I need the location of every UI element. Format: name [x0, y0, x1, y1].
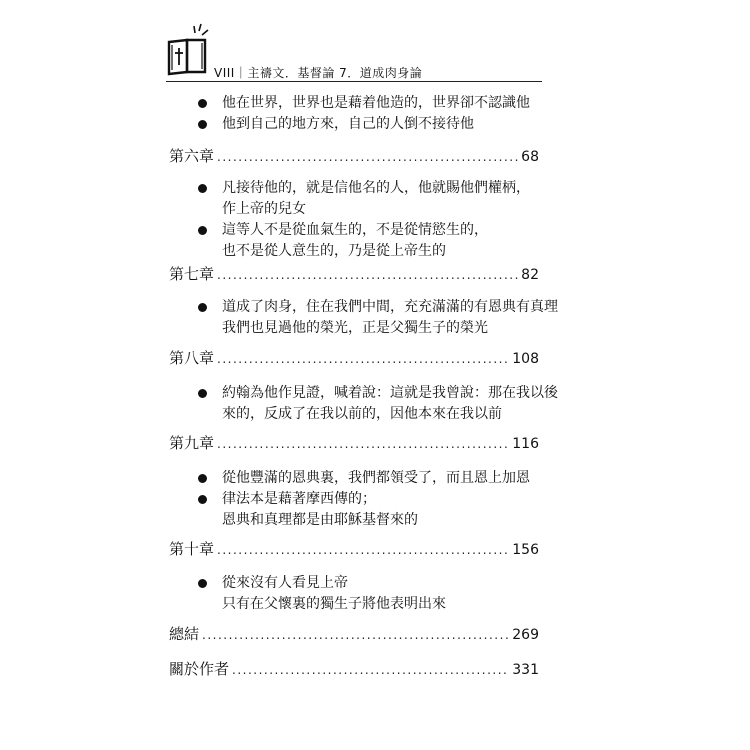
toc-title: 第六章: [169, 147, 215, 165]
bullet-dot-icon: [198, 495, 207, 504]
toc-leader-dots: [217, 352, 509, 366]
toc-leader-dots: [217, 543, 509, 557]
list-item: 凡接待他的，就是信他名的人，他就賜他們權柄， 作上帝的兒女: [196, 178, 546, 220]
bullet-dot-icon: [198, 184, 207, 193]
toc-title: 第八章: [169, 349, 215, 367]
toc-title: 第九章: [169, 434, 215, 452]
bullet-dot-icon: [198, 389, 207, 398]
toc-page-number: 269: [512, 627, 539, 643]
toc-title: 關於作者: [169, 660, 230, 678]
bullet-dot-icon: [198, 226, 207, 235]
toc-leader-dots: [232, 663, 509, 677]
toc-entry[interactable]: [169, 538, 539, 560]
toc-entry[interactable]: [169, 263, 539, 285]
bullet-dot-icon: [198, 99, 207, 108]
bullet-dot-icon: [198, 120, 207, 129]
list-item: 從他豐滿的恩典裏，我們都領受了，而且恩上加恩: [196, 468, 546, 489]
list-item: 他到自己的地方來，自己的人倒不接待他: [196, 114, 546, 135]
bullet-list: [196, 297, 558, 339]
running-header: VIII｜主禱文．基督論 7．道成肉身論: [214, 66, 423, 80]
toc-leader-dots: [217, 150, 518, 164]
toc-entry[interactable]: [169, 623, 539, 645]
toc-entry[interactable]: [169, 432, 539, 454]
list-item: 這等人不是從血氣生的，不是從情慾生的， 也不是從人意生的，乃是從上帝生的: [196, 220, 546, 262]
bullet-list: [196, 573, 546, 615]
toc-page-number: 331: [512, 662, 539, 678]
toc-page-number: 116: [512, 436, 539, 452]
toc-leader-dots: [217, 437, 509, 451]
toc-title: 總結: [169, 625, 200, 643]
toc-entry[interactable]: [169, 347, 539, 369]
bullet-dot-icon: [198, 579, 207, 588]
list-item: 律法本是藉著摩西傳的； 恩典和真理都是由耶穌基督來的: [196, 489, 546, 531]
bullet-list: [196, 93, 546, 135]
toc-page-number: 82: [521, 267, 539, 283]
bullet-list: [196, 383, 558, 425]
toc-leader-dots: [202, 628, 509, 642]
bullet-list: [196, 178, 546, 262]
toc-page-number: 68: [521, 149, 539, 165]
list-item: 道成了肉身，住在我們中間，充充滿滿的有恩典有真理 我們也見過他的榮光，正是父獨生子的榮光: [196, 297, 546, 339]
list-item: 約翰為他作見證，喊着說：這就是我曾說：那在我以後 來的，反成了在我以前的，因他本來在我以前: [196, 383, 546, 425]
open-book-cross-icon: [166, 22, 210, 78]
bullet-dot-icon: [198, 303, 207, 312]
list-item: 從來沒有人看見上帝 只有在父懷裏的獨生子將他表明出來: [196, 573, 546, 615]
toc-leader-dots: [217, 268, 518, 282]
toc-page-number: 156: [512, 542, 539, 558]
list-item: 他在世界，世界也是藉着他造的，世界卻不認識他: [196, 93, 546, 114]
toc-page-number: 108: [512, 351, 539, 367]
header-divider: [166, 81, 542, 82]
toc-entry[interactable]: [169, 145, 539, 167]
toc-entry[interactable]: [169, 658, 539, 680]
bullet-dot-icon: [198, 474, 207, 483]
toc-title: 第七章: [169, 265, 215, 283]
toc-title: 第十章: [169, 540, 215, 558]
bullet-list: [196, 468, 546, 531]
